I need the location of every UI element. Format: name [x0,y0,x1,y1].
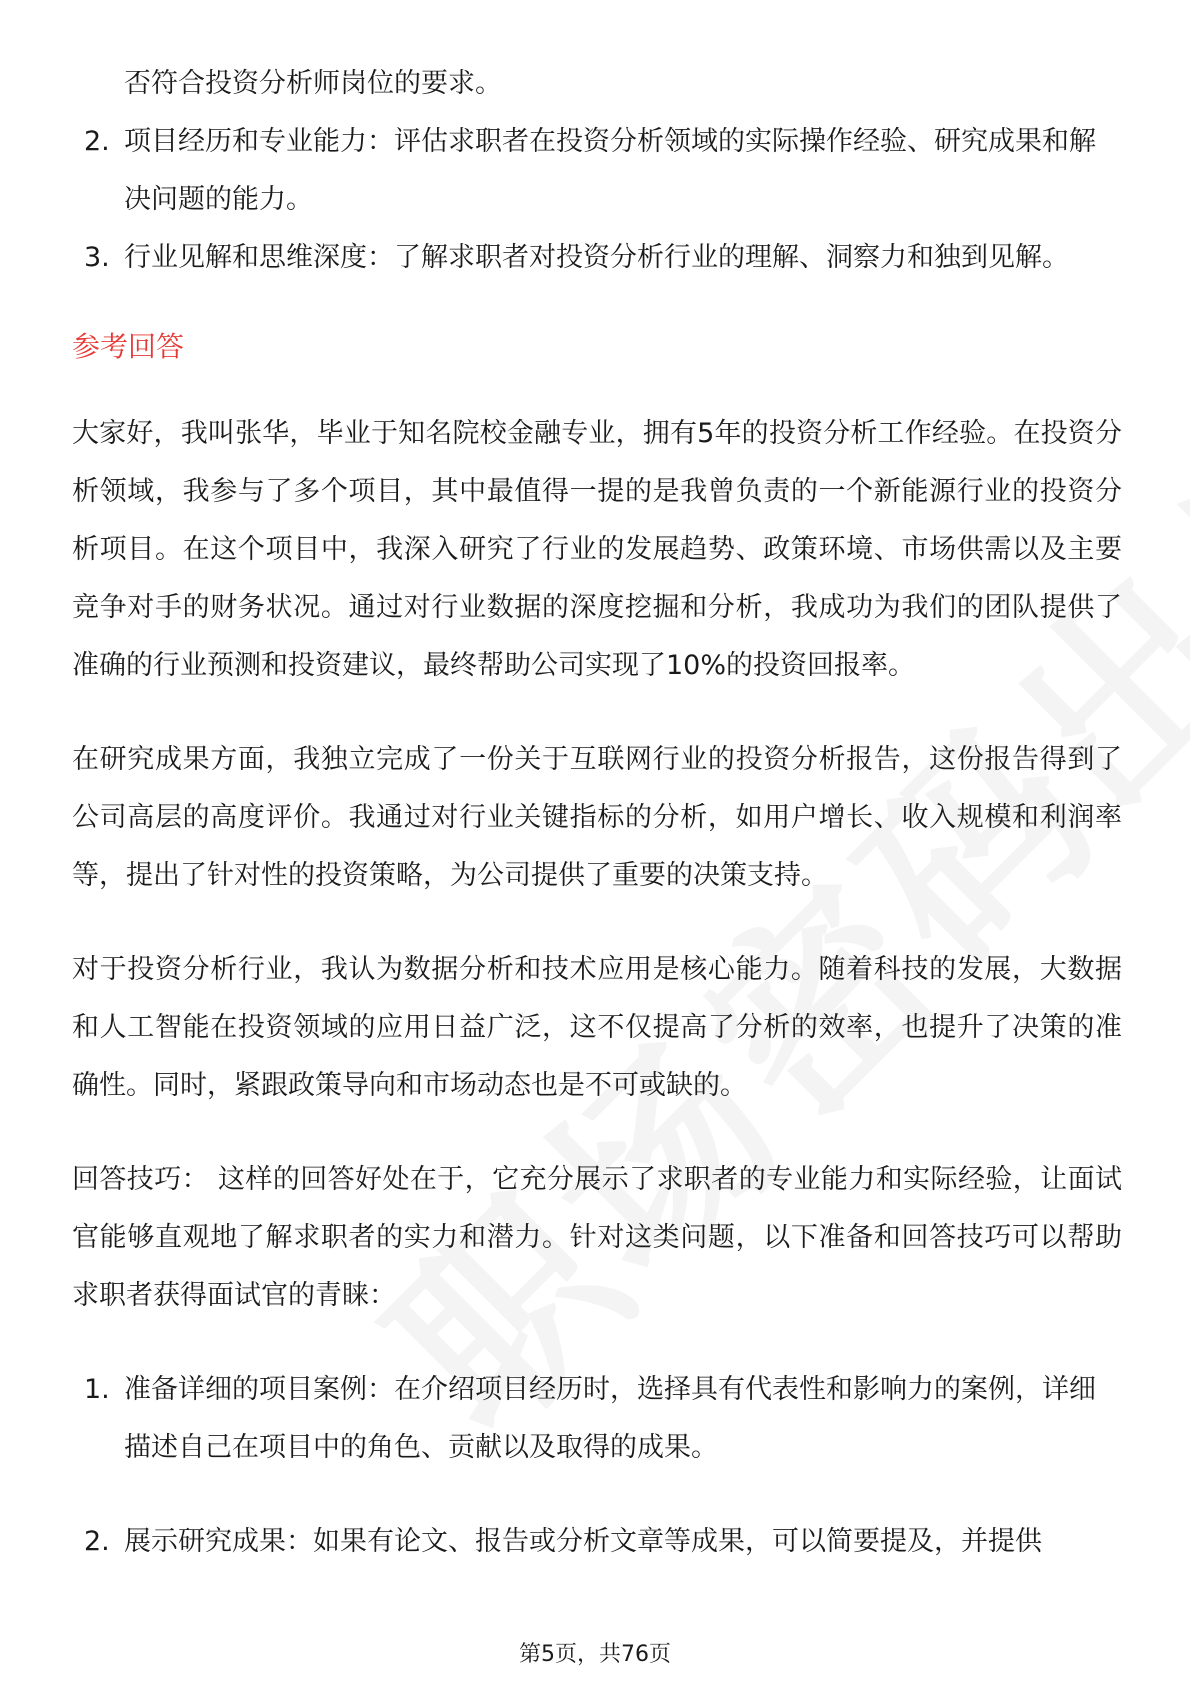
list-item [72,1513,1122,1571]
list-text: 项目经历和专业能力：评估求职者在投资分析领域的实际操作经验、研究成果和解决问题的能力。 [124,126,1096,215]
list-item [72,1361,1122,1477]
paragraph: 回答技巧： 这样的回答好处在于，它充分展示了求职者的专业能力和实际经验，让面试官能够直观地了解求职者的实力和潜力。针对这类问题，以下准备和回答技巧可以帮助求职者获得面试官的青睐： [72,1164,1122,1311]
list-text: 否符合投资分析师岗位的要求。 [124,68,502,99]
page-footer: 第5页，共76页 [519,1642,671,1667]
list-item [72,229,1122,287]
list-number: 1. [84,1374,110,1405]
list-text: 展示研究成果：如果有论文、报告或分析文章等成果，可以简要提及，并提供 [124,1526,1042,1557]
list-item [72,55,1122,113]
top-list [72,55,1122,287]
paragraph: 大家好，我叫张华，毕业于知名院校金融专业，拥有5年的投资分析工作经验。在投资分析领域，我参与了多个项目，其中最值得一提的是我曾负责的一个新能源行业的投资分析项目。在这个项目中，我深入研究了行业的发展趋势、政策环境、市场供需以及主要竞争对手的财务状况。通过对行业数据的深度挖掘和分析，我成功为我们的团队提供了准确的行业预测和投资建议，最终帮助公司实现了10%的投资回报率。 [72,418,1122,681]
paragraph: 对于投资分析行业，我认为数据分析和技术应用是核心能力。随着科技的发展，大数据和人工智能在投资领域的应用日益广泛，这不仅提高了分析的效率，也提升了决策的准确性。同时，紧跟政策导向和市场动态也是不可或缺的。 [72,954,1122,1101]
page-content [72,55,1122,1607]
list-item [72,113,1122,229]
list-number: 2. [84,1526,110,1557]
list-number: 2. [84,126,110,157]
list-number: 3. [84,242,110,273]
list-text: 准备详细的项目案例：在介绍项目经历时，选择具有代表性和影响力的案例，详细描述自己在项目中的角色、贡献以及取得的成果。 [124,1374,1096,1463]
tips-list [72,1361,1122,1571]
list-text: 行业见解和思维深度：了解求职者对投资分析行业的理解、洞察力和独到见解。 [124,242,1069,273]
paragraph: 在研究成果方面，我独立完成了一份关于互联网行业的投资分析报告，这份报告得到了公司高层的高度评价。我通过对行业关键指标的分析，如用户增长、收入规模和利润率等，提出了针对性的投资策略，为公司提供了重要的决策支持。 [72,744,1122,891]
section-heading: 参考回答 [72,330,185,363]
